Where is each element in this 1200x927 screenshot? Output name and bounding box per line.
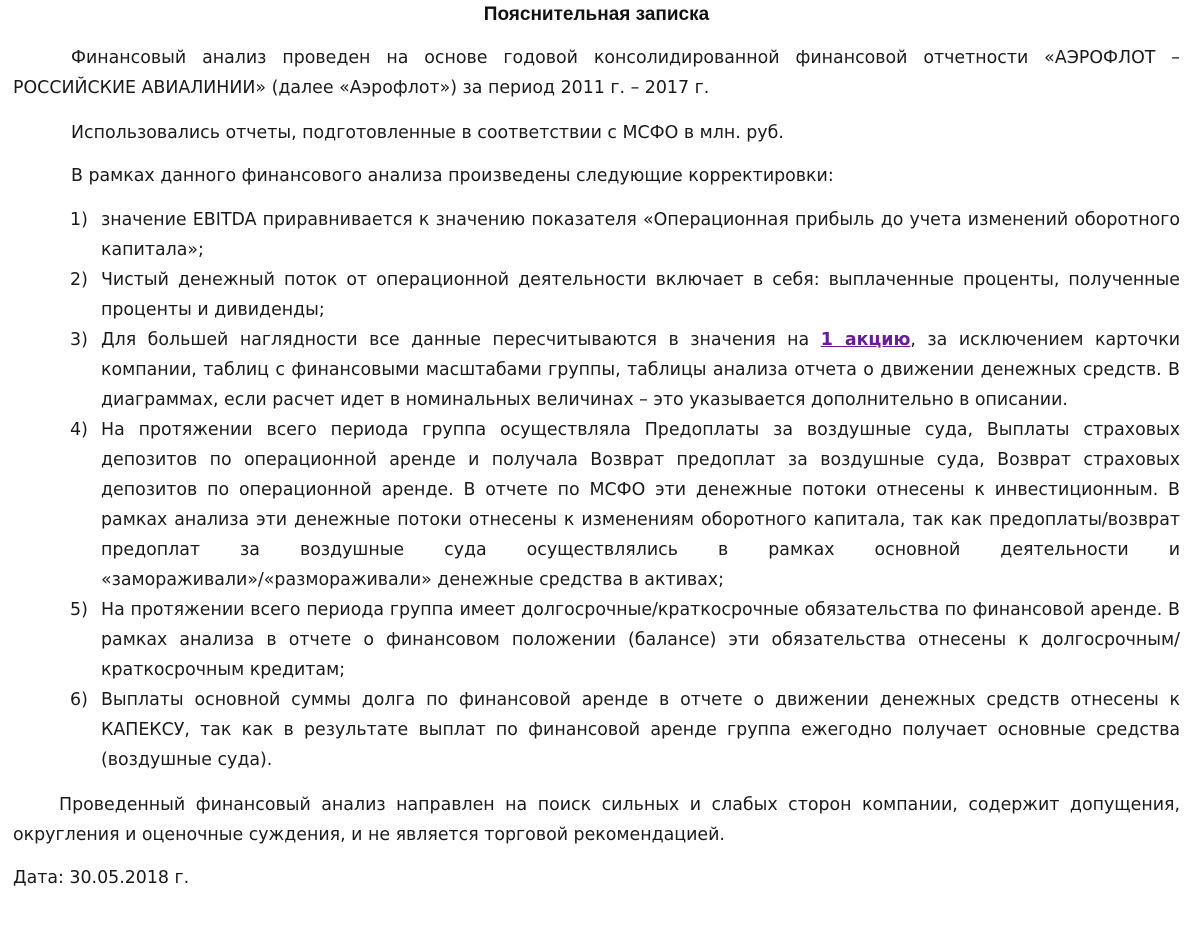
- page-title: Пояснительная записка: [483, 4, 710, 25]
- reports-note-paragraph: Использовались отчеты, подготовленные в соответствии с МСФО в млн. руб.: [71, 123, 784, 143]
- adjustment-item-2: [13, 265, 1180, 325]
- adjustment-number: 3): [70, 330, 88, 350]
- adjustment-number: 1): [70, 210, 88, 230]
- conclusion-paragraph: Проведенный финансовый анализ направлен на поиск сильных и слабых сторон компании, содержит допущения, округления и оценочные суждения, и не является торговой рекомендацией.: [13, 795, 1180, 845]
- intro-paragraph: Финансовый анализ проведен на основе годовой консолидированной финансовой отчетности «АЭРОФЛОТ – РОССИЙСКИЕ АВИАЛИНИИ» (далее «Аэрофлот») за период 2011 г. – 2017 г.: [13, 48, 1180, 98]
- adjustment-text: Выплаты основной суммы долга по финансовой аренде в отчете о движении денежных средств отнесены к КАПЕКСУ, так как в результате выплат по финансовой аренде группа ежегодно получает основные средства (воздушные суда).: [101, 690, 1180, 770]
- adjustment-text-before-link: Для большей наглядности все данные пересчитываются в значения на: [101, 330, 821, 350]
- per-share-link[interactable]: 1 акцию: [820, 330, 911, 350]
- adjustment-item-4: [13, 415, 1180, 595]
- adjustment-text-after-link: , за исключением карточки компании, таблиц с финансовыми масштабами группы, таблицы анализа отчета о движении денежных средств. В диаграммах, если расчет идет в номинальных величинах – это указывается дополнительно в описании.: [101, 330, 1180, 410]
- adjustment-text: значение EBITDA приравнивается к значению показателя «Операционная прибыль до учета изменений оборотного капитала»;: [101, 210, 1180, 260]
- adjustment-text: На протяжении всего периода группа осуществляла Предоплаты за воздушные суда, Выплаты страховых депозитов по операционной аренде и получала Возврат предоплат за воздушные суда, Возврат страховых депозитов по операционной аренде. В отчете по МСФО эти денежные потоки отнесены к инвестиционным. В рамках анализа эти денежные потоки отнесены к изменениям оборотного капитала, так как предоплаты/возврат предоплат за воздушные суда осуществлялись в рамках основной деятельности и «замораживали»/«размораживали» денежные средства в активах;: [101, 420, 1180, 590]
- adjustment-item-6: [13, 685, 1180, 775]
- adjustment-number: 2): [70, 270, 88, 290]
- adjustment-item-1: [13, 205, 1180, 265]
- adjustment-number: 4): [70, 420, 88, 440]
- adjustment-text: Чистый денежный поток от операционной деятельности включает в себя: выплаченные проценты, полученные проценты и дивиденды;: [101, 270, 1180, 320]
- adjustment-text: На протяжении всего периода группа имеет долгосрочные/краткосрочные обязательства по финансовой аренде. В рамках анализа в отчете о финансовом положении (балансе) эти обязательства отнесены к долгосрочным/краткосрочным кредитам;: [101, 600, 1180, 680]
- document-date: Дата: 30.05.2018 г.: [13, 868, 190, 888]
- explanatory-note-page: [0, 2, 1200, 927]
- adjustments-list: [13, 205, 1180, 775]
- adjustment-number: 6): [70, 690, 88, 710]
- adjustments-heading: В рамках данного финансового анализа произведены следующие корректировки:: [71, 166, 834, 186]
- adjustment-number: 5): [70, 600, 88, 620]
- adjustment-item-3: [13, 325, 1180, 415]
- adjustment-item-5: [13, 595, 1180, 685]
